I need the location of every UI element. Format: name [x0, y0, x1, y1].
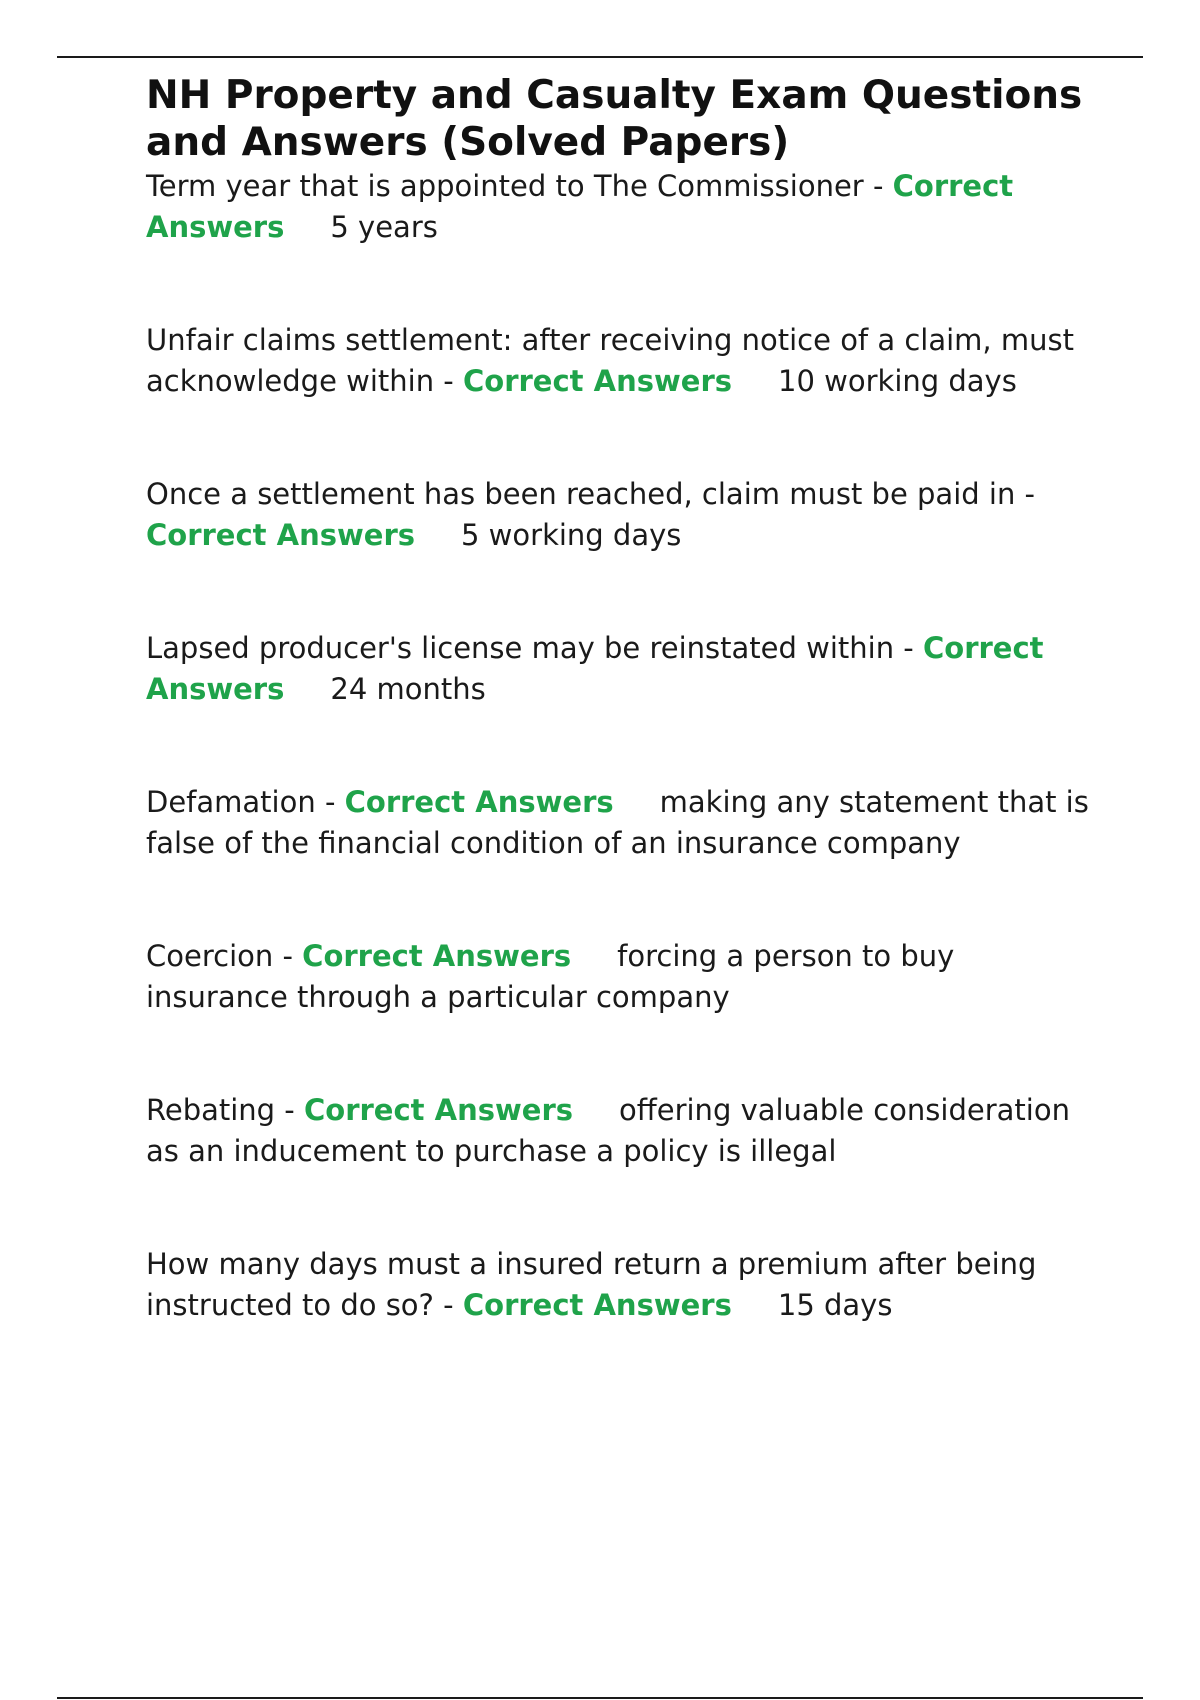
bottom-divider [57, 1697, 1143, 1699]
answer-text: 24 months [330, 672, 486, 706]
question-text: Once a settlement has been reached, claim must be paid in - [146, 477, 1036, 511]
question-text: Defamation - [146, 785, 345, 819]
correct-answers-label: Correct Answers [146, 518, 416, 552]
top-divider [57, 56, 1143, 58]
correct-answers-label: Correct Answers [304, 1093, 574, 1127]
qa-item [146, 628, 1096, 710]
answer-text: making any statement that is false of the financial condition of an insurance company [146, 785, 1089, 860]
qa-item [146, 782, 1096, 864]
answer-text: 10 working days [778, 364, 1017, 398]
qa-item [146, 320, 1096, 402]
answer-text: 15 days [777, 1288, 893, 1322]
qa-item [146, 936, 1096, 1018]
qa-item [146, 1090, 1096, 1172]
answer-text: offering valuable consideration as an inducement to purchase a policy is illegal [146, 1093, 1070, 1168]
question-text: Rebating - [146, 1093, 304, 1127]
correct-answers-label: Correct Answers [146, 631, 1044, 706]
correct-answers-label: Correct Answers [344, 785, 614, 819]
correct-answers-label: Correct Answers [302, 939, 572, 973]
question-text: Unfair claims settlement: after receiving notice of a claim, must acknowledge within - [146, 323, 1074, 398]
correct-answers-label: Correct Answers [146, 169, 1014, 244]
page-title: NH Property and Casualty Exam Questions and Answers (Solved Papers) [146, 73, 1083, 165]
answer-text: 5 working days [461, 518, 682, 552]
question-text: Coercion - [146, 939, 303, 973]
question-text: Lapsed producer's license may be reinstated within - [146, 631, 923, 665]
correct-answers-label: Correct Answers [462, 1288, 732, 1322]
qa-item [146, 166, 1096, 248]
document-body [146, 72, 1096, 1326]
qa-item [146, 474, 1096, 556]
question-text: Term year that is appointed to The Commissioner - [146, 169, 893, 203]
answer-text: forcing a person to buy insurance through a particular company [146, 939, 955, 1014]
question-text: How many days must a insured return a premium after being instructed to do so? - [146, 1247, 1037, 1322]
correct-answers-label: Correct Answers [463, 364, 733, 398]
qa-item [146, 1244, 1096, 1326]
answer-text: 5 years [330, 210, 438, 244]
